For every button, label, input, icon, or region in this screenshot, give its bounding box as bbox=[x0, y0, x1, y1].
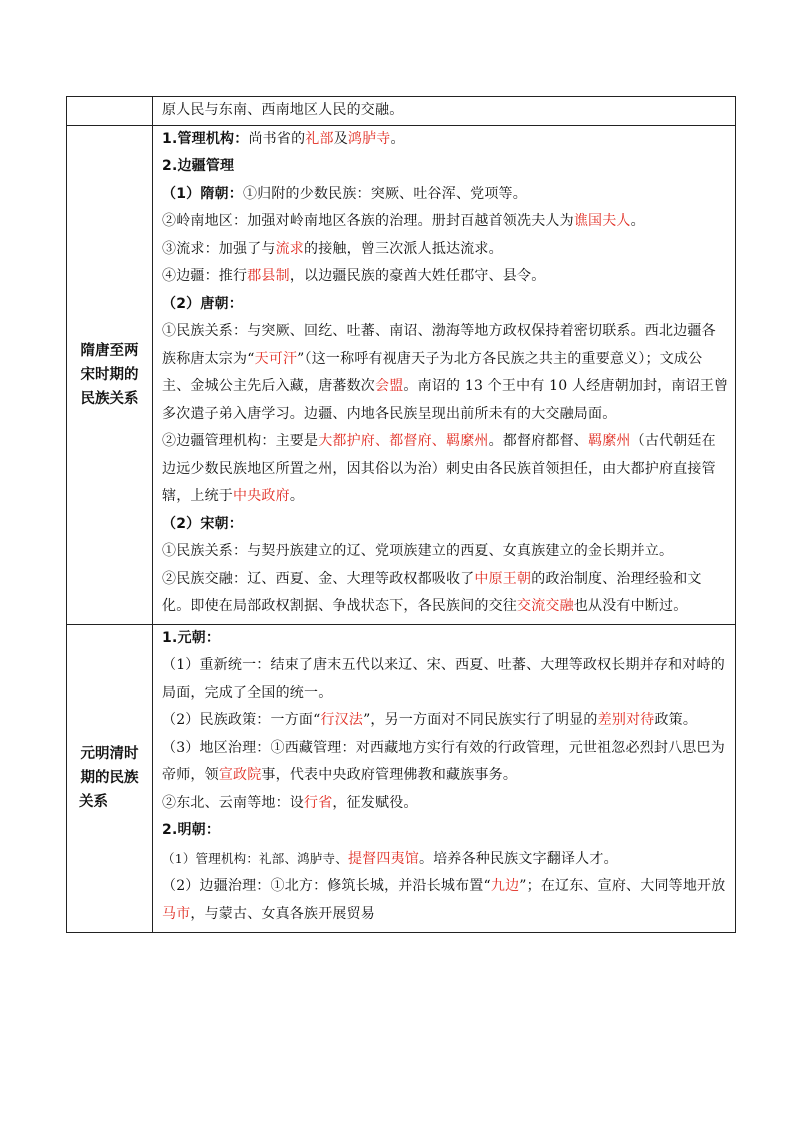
text: （古代朝廷在边远少数民族地区所置之州，因其俗以为治）刺史由各民族首领担任，由大都护府直接管辖，上统于 bbox=[162, 433, 716, 504]
highlight: 中央政府 bbox=[233, 488, 290, 504]
subheading: （2）唐朝： bbox=[162, 295, 243, 312]
text: 的政治制度、治理经验和文化。即使在局部政权割据、争战状态下，各民族间的交往 bbox=[162, 570, 702, 614]
text: ，征发赋役。 bbox=[332, 794, 418, 811]
highlight: 郡县制 bbox=[247, 268, 290, 284]
highlight: 行省 bbox=[304, 794, 333, 811]
history-table bbox=[66, 96, 736, 933]
highlight: 九边 bbox=[490, 878, 520, 894]
text: 。 bbox=[289, 488, 305, 504]
row-content bbox=[153, 97, 736, 126]
text: 事，代表中央政府管理佛教和藏族事务。 bbox=[261, 767, 518, 783]
text: 及 bbox=[333, 130, 348, 147]
text: 。培养各种民族文字翻译人才。 bbox=[418, 850, 618, 867]
text: （1）管理机构：礼部、鸿胪寺、 bbox=[162, 850, 348, 866]
text: ”，另一方面对不同民族实行了明显的 bbox=[363, 712, 598, 728]
text-line bbox=[162, 181, 729, 209]
text-paragraph bbox=[162, 707, 729, 735]
heading: 1.管理机构： bbox=[162, 130, 249, 147]
row-label-empty bbox=[67, 97, 153, 126]
heading: 2.明朝： bbox=[162, 822, 221, 838]
highlight: 提督四夷馆 bbox=[347, 850, 419, 867]
text-paragraph bbox=[162, 318, 729, 428]
highlight: 马市 bbox=[162, 905, 191, 922]
text-line bbox=[162, 208, 729, 236]
row-label-yuan-ming-qing bbox=[67, 624, 153, 933]
text-line bbox=[162, 845, 729, 874]
highlight: 流求 bbox=[275, 240, 305, 257]
highlight: 差别对待 bbox=[597, 712, 655, 728]
text: ，与蒙古、女真各族开展贸易 bbox=[190, 905, 376, 922]
heading: 1.元朝： bbox=[162, 629, 221, 646]
text-paragraph bbox=[162, 735, 729, 790]
highlight: 谯国夫人 bbox=[573, 213, 631, 229]
text: （2）民族政策：一方面“ bbox=[162, 712, 321, 728]
label-line: 宋时期的 bbox=[80, 366, 139, 383]
text-paragraph: ①民族关系：与契丹族建立的辽、党项族建立的西夏、女真族建立的金长期并立。 bbox=[162, 543, 674, 559]
highlight: 行汉法 bbox=[320, 712, 364, 728]
label-line: 隋唐至两 bbox=[80, 342, 139, 359]
text: （2）边疆治理：①北方：修筑长城，并沿长城布置“ bbox=[162, 878, 491, 894]
highlight: 中原王朝 bbox=[474, 570, 532, 587]
table-row bbox=[67, 97, 736, 126]
text: 。 bbox=[390, 130, 405, 147]
heading: 2.边疆管理 bbox=[162, 158, 235, 174]
text: ②东北、云南等地：设 bbox=[162, 794, 304, 811]
highlight: 交流交融 bbox=[517, 598, 574, 614]
table-row bbox=[67, 624, 736, 933]
label-line: 元明清时 bbox=[80, 746, 139, 763]
text: 。都督府都督、 bbox=[488, 433, 589, 449]
highlight: 羁縻州 bbox=[588, 433, 631, 449]
text-paragraph bbox=[162, 428, 729, 511]
text: ③流求：加强了与 bbox=[162, 240, 276, 257]
text: ①归附的少数民族：突厥、吐谷浑、党项等。 bbox=[242, 185, 527, 202]
text: ②边疆管理机构：主要是 bbox=[162, 433, 319, 449]
text-line bbox=[162, 263, 729, 291]
label-line: 民族关系 bbox=[80, 390, 139, 407]
text-line bbox=[162, 236, 729, 264]
highlight: 鸿胪寺 bbox=[347, 130, 391, 147]
highlight: 大都护府、都督府、羁縻州 bbox=[318, 433, 489, 449]
text: ”；在辽东、宣府、大同等地开放 bbox=[519, 878, 726, 894]
row-content bbox=[153, 125, 736, 624]
text-paragraph bbox=[162, 566, 729, 624]
text: 政策。 bbox=[654, 712, 698, 728]
text-paragraph bbox=[162, 873, 729, 932]
text: ②岭南地区：加强对岭南地区各族的治理。册封百越首领冼夫人为 bbox=[162, 213, 574, 229]
text-line bbox=[162, 97, 729, 125]
table-row bbox=[67, 125, 736, 624]
label-line: 关系 bbox=[79, 794, 108, 811]
text: （3）地区治理：①西藏管理：对西藏地方实行有效的行政管理，元世祖忽必烈封八思巴为帝师，领 bbox=[162, 739, 725, 783]
text: 的接触，曾三次派人抵达流求。 bbox=[304, 240, 503, 257]
text: 。南诏的 13 个王中有 10 人经唐朝加封，南诏王曾多次遣子弟入唐学习。边疆、内地各民族呈现出前所未有的大交融局面。 bbox=[162, 378, 729, 422]
text-paragraph: （1）重新统一：结束了唐末五代以来辽、宋、西夏、吐蕃、大理等政权长期并存和对峙的局面，完成了全国的统一。 bbox=[162, 657, 725, 701]
text: 原人民与东南、西南地区人民的交融。 bbox=[162, 102, 404, 118]
text: ，以边疆民族的豪酋大姓任郡守、县令。 bbox=[289, 268, 546, 284]
row-label-sui-tang-song bbox=[67, 125, 153, 624]
text: ①民族关系：与突厥、回纥、吐蕃、南诏、渤海等地方政权保持着密切联系。西北边疆各族称唐太宗为“ bbox=[162, 323, 716, 367]
label-line: 期的民族 bbox=[80, 770, 139, 787]
text: ②民族交融：辽、西夏、金、大理等政权都吸收了 bbox=[162, 570, 475, 587]
text-line bbox=[162, 126, 729, 154]
highlight: 宣政院 bbox=[218, 767, 262, 783]
text: 也从没有中断过。 bbox=[573, 598, 688, 614]
highlight: 礼部 bbox=[305, 130, 334, 147]
subheading: （1）隋朝： bbox=[162, 185, 243, 202]
text: ④边疆：推行 bbox=[162, 268, 248, 284]
text-line bbox=[162, 790, 729, 818]
text: 尚书省的 bbox=[248, 130, 306, 147]
highlight: 天可汗 bbox=[254, 350, 298, 367]
text: ”（这一称呼有视唐天子为北方各民族之共主的重要意义）；文成公主、金城公主先后入藏，唐蕃数次 bbox=[162, 350, 703, 394]
text: 。 bbox=[630, 213, 645, 229]
document-page bbox=[66, 96, 736, 933]
row-content bbox=[153, 624, 736, 933]
subheading: （2）宋朝： bbox=[162, 515, 243, 532]
highlight: 会盟 bbox=[375, 378, 404, 394]
